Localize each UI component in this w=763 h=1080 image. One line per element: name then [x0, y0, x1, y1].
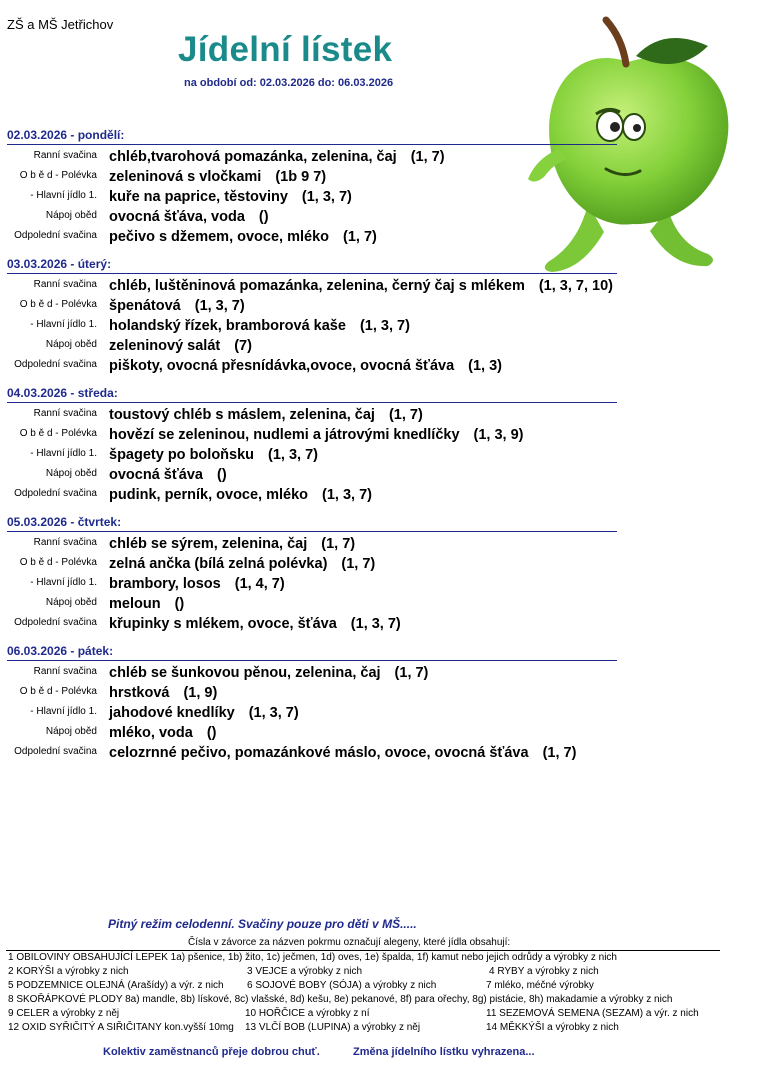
dish-name: špenátová	[109, 298, 181, 314]
meal-label: Odpolední svačina	[14, 230, 97, 241]
footer-disclaimer: Změna jídelního lístku vyhrazena...	[353, 1046, 535, 1058]
dish-name: celozrnné pečivo, pomazánkové máslo, ovoce, ovocná šťáva	[109, 745, 529, 761]
meal-row	[0, 745, 763, 765]
meal-row	[0, 189, 763, 209]
meal-row	[0, 556, 763, 576]
allergen-8: 8 SKOŘÁPKOVÉ PLODY 8a) mandle, 8b) lískové, 8c) vlašské, 8d) kešu, 8e) pekanové, 8f) para ořechy, 8g) pistácie, 8h) makadamie a výrobky z nich	[8, 994, 673, 1005]
meal-row	[0, 705, 763, 725]
dish-name: špagety po boloňsku	[109, 447, 255, 463]
dish-allergens: (1, 7)	[542, 745, 577, 761]
meal-row	[0, 298, 763, 318]
dish-allergens: ()	[206, 725, 217, 741]
meal-row	[0, 576, 763, 596]
meal-dish	[109, 407, 423, 423]
allergen-3: 3 VEJCE a výrobky z nich	[247, 966, 363, 977]
meal-dish	[109, 467, 227, 483]
meal-row	[0, 487, 763, 507]
dish-name: zelná ančka (bílá zelná polévka)	[109, 556, 328, 572]
dish-name: holandský řízek, bramborová kaše	[109, 318, 346, 334]
dish-name: ovocná šťáva, voda	[109, 209, 245, 225]
meal-dish	[109, 318, 410, 334]
meal-label: - Hlavní jídlo 1.	[30, 448, 97, 459]
meal-label: Nápoj oběd	[45, 597, 97, 608]
allergen-13: 13 VLČÍ BOB (LUPINA) a výrobky z něj	[245, 1022, 421, 1033]
allergen-7: 7 mléko, méčné výrobky	[486, 980, 594, 991]
drinking-note: Pitný režim celodenní. Svačiny pouze pro děti v MŠ.....	[108, 917, 417, 931]
meal-dish	[109, 427, 524, 443]
allergen-10: 10 HOŘČICE a výrobky z ní	[245, 1008, 370, 1019]
dish-allergens: (1, 3, 7)	[268, 447, 318, 463]
allergen-caption: Čísla v závorce za názven pokrmu označují alegeny, které jídla obsahují:	[188, 937, 511, 948]
meal-row	[0, 447, 763, 467]
allergen-divider	[6, 950, 720, 951]
day-heading: 05.03.2026 - čtvrtek:	[7, 515, 617, 532]
meal-label: O b ě d - Polévka	[19, 170, 97, 181]
dish-allergens: (1, 7)	[321, 536, 356, 552]
meal-label: Ranní svačina	[33, 537, 97, 548]
allergen-9: 9 CELER a výrobky z něj	[8, 1008, 120, 1019]
day-block	[0, 128, 763, 257]
dish-name: hrstková	[109, 685, 170, 701]
day-heading: 03.03.2026 - úterý:	[7, 257, 617, 274]
meal-label: Nápoj oběd	[45, 339, 97, 350]
meal-dish	[109, 447, 318, 463]
meal-label: Nápoj oběd	[45, 726, 97, 737]
allergen-11: 11 SEZEMOVÁ SEMENA (SEZAM) a výr. z nich	[486, 1008, 699, 1019]
dish-name: křupinky s mlékem, ovoce, šťáva	[109, 616, 337, 632]
dish-allergens: (1, 3, 7)	[350, 616, 401, 632]
allergen-4: 4 RYBY a výrobky z nich	[489, 966, 599, 977]
allergen-1: 1 OBILOVINY OBSAHUJÍCÍ LEPEK 1a) pšenice, 1b) žito, 1c) ječmen, 1d) oves, 1e) špalda, 1f) kamut nebo jejich odrůdy a výrobky z nich	[8, 952, 617, 963]
day-heading: 06.03.2026 - pátek:	[7, 644, 617, 661]
meal-label: Odpolední svačina	[14, 746, 97, 757]
dish-name: mléko, voda	[109, 725, 193, 741]
meal-label: Ranní svačina	[33, 279, 97, 290]
meal-dish	[109, 576, 285, 592]
dish-name: brambory, losos	[109, 576, 221, 592]
dish-name: piškoty, ovocná přesnídávka,ovoce, ovocná šťáva	[109, 358, 455, 374]
day-block	[0, 515, 763, 644]
allergen-2: 2 KORÝŠI a výrobky z nich	[8, 966, 129, 977]
meal-dish	[109, 229, 377, 245]
allergen-12: 12 OXID SYŘIČITÝ A SIŘIČITANY kon.vyšší 10mg	[8, 1022, 234, 1033]
meal-dish	[109, 536, 355, 552]
dish-name: kuře na paprice, těstoviny	[109, 189, 288, 205]
meal-dish	[109, 725, 216, 741]
meal-dish	[109, 338, 252, 354]
page-title: Jídelní lístek	[178, 30, 393, 69]
dish-name: meloun	[109, 596, 161, 612]
dish-name: chléb, luštěninová pomazánka, zelenina, černý čaj s mlékem	[109, 278, 525, 294]
meal-label: - Hlavní jídlo 1.	[30, 706, 97, 717]
dish-name: chléb se sýrem, zelenina, čaj	[109, 536, 308, 552]
meal-row	[0, 467, 763, 487]
dish-allergens: (1, 7)	[343, 229, 377, 245]
dish-allergens: (1, 7)	[394, 665, 429, 681]
meal-label: O b ě d - Polévka	[19, 428, 97, 439]
dish-allergens: (1, 7)	[388, 407, 423, 423]
meal-row	[0, 725, 763, 745]
meal-label: O b ě d - Polévka	[19, 557, 97, 568]
meal-label: Nápoj oběd	[45, 468, 97, 479]
meal-dish	[109, 189, 352, 205]
dish-name: chléb,tvarohová pomazánka, zelenina, čaj	[109, 149, 397, 165]
meal-row	[0, 318, 763, 338]
meal-dish	[109, 745, 576, 761]
dish-allergens: (1, 3, 7)	[359, 318, 410, 334]
dish-name: zeleninový salát	[109, 338, 221, 354]
meal-dish	[109, 487, 372, 503]
meal-dish	[109, 358, 502, 374]
day-block	[0, 386, 763, 515]
meal-dish	[109, 685, 217, 701]
dish-allergens: (1, 3, 9)	[473, 427, 524, 443]
meal-dish	[109, 705, 299, 721]
meal-row	[0, 427, 763, 447]
day-heading: 02.03.2026 - pondělí:	[7, 128, 617, 145]
dish-allergens: (1, 3)	[468, 358, 502, 374]
school-name: ZŠ a MŠ Jetřichov	[7, 17, 114, 32]
menu-days	[0, 128, 763, 773]
dish-name: jahodové knedlíky	[109, 705, 235, 721]
meal-dish	[109, 616, 401, 632]
dish-allergens: (1, 3, 7)	[194, 298, 245, 314]
dish-name: pudink, perník, ovoce, mléko	[109, 487, 309, 503]
meal-row	[0, 407, 763, 427]
meal-row	[0, 149, 763, 169]
dish-allergens: (1b 9 7)	[275, 169, 327, 185]
dish-name: ovocná šťáva	[109, 467, 203, 483]
meal-row	[0, 209, 763, 229]
meal-row	[0, 685, 763, 705]
meal-row	[0, 358, 763, 378]
dish-name: pečivo s džemem, ovoce, mléko	[109, 229, 330, 245]
allergen-5: 5 PODZEMNICE OLEJNÁ (Arašídy) a výr. z nich	[8, 980, 224, 991]
dish-name: hovězí se zeleninou, nudlemi a játrovými knedlíčky	[109, 427, 460, 443]
meal-label: O b ě d - Polévka	[19, 686, 97, 697]
dish-allergens: ()	[217, 467, 227, 483]
dish-name: toustový chléb s máslem, zelenina, čaj	[109, 407, 375, 423]
meal-dish	[109, 169, 326, 185]
meal-row	[0, 278, 763, 298]
meal-label: Ranní svačina	[33, 666, 97, 677]
meal-label: Ranní svačina	[33, 408, 97, 419]
allergen-6: 6 SOJOVÉ BOBY (SÓJA) a výrobky z nich	[247, 980, 437, 991]
meal-row	[0, 338, 763, 358]
meal-dish	[109, 298, 245, 314]
dish-allergens: ()	[174, 596, 185, 612]
meal-label: - Hlavní jídlo 1.	[30, 577, 97, 588]
day-heading: 04.03.2026 - středa:	[7, 386, 617, 403]
meal-dish	[109, 596, 184, 612]
meal-row	[0, 616, 763, 636]
meal-dish	[109, 149, 445, 165]
dish-name: chléb se šunkovou pěnou, zelenina, čaj	[109, 665, 381, 681]
meal-row	[0, 229, 763, 249]
meal-label: - Hlavní jídlo 1.	[30, 319, 97, 330]
dish-name: zeleninová s vločkami	[109, 169, 262, 185]
dish-allergens: (1, 3, 7)	[301, 189, 352, 205]
footer-greeting: Kolektiv zaměstnanců přeje dobrou chuť.	[103, 1046, 320, 1058]
dish-allergens: (1, 7)	[341, 556, 376, 572]
meal-label: Odpolední svačina	[14, 488, 97, 499]
dish-allergens: (1, 9)	[183, 685, 218, 701]
period-text: na období od: 02.03.2026 do: 06.03.2026	[184, 77, 394, 89]
dish-allergens: ()	[258, 209, 269, 225]
meal-dish	[109, 278, 613, 294]
dish-allergens: (1, 4, 7)	[234, 576, 285, 592]
meal-label: Ranní svačina	[33, 150, 97, 161]
day-block	[0, 257, 763, 386]
meal-label: - Hlavní jídlo 1.	[30, 190, 97, 201]
meal-dish	[109, 665, 428, 681]
dish-allergens: (1, 7)	[410, 149, 445, 165]
meal-label: Odpolední svačina	[14, 359, 97, 370]
meal-dish	[109, 556, 375, 572]
meal-row	[0, 665, 763, 685]
dish-allergens: (7)	[234, 338, 252, 354]
meal-label: Nápoj oběd	[45, 210, 97, 221]
day-block	[0, 644, 763, 773]
dish-allergens: (1, 3, 7)	[248, 705, 299, 721]
allergen-14: 14 MĚKKÝŠI a výrobky z nich	[486, 1022, 619, 1033]
meal-dish	[109, 209, 269, 225]
meal-row	[0, 536, 763, 556]
meal-label: O b ě d - Polévka	[19, 299, 97, 310]
meal-row	[0, 596, 763, 616]
meal-row	[0, 169, 763, 189]
dish-allergens: (1, 3, 7, 10)	[538, 278, 613, 294]
meal-label: Odpolední svačina	[14, 617, 97, 628]
dish-allergens: (1, 3, 7)	[322, 487, 372, 503]
